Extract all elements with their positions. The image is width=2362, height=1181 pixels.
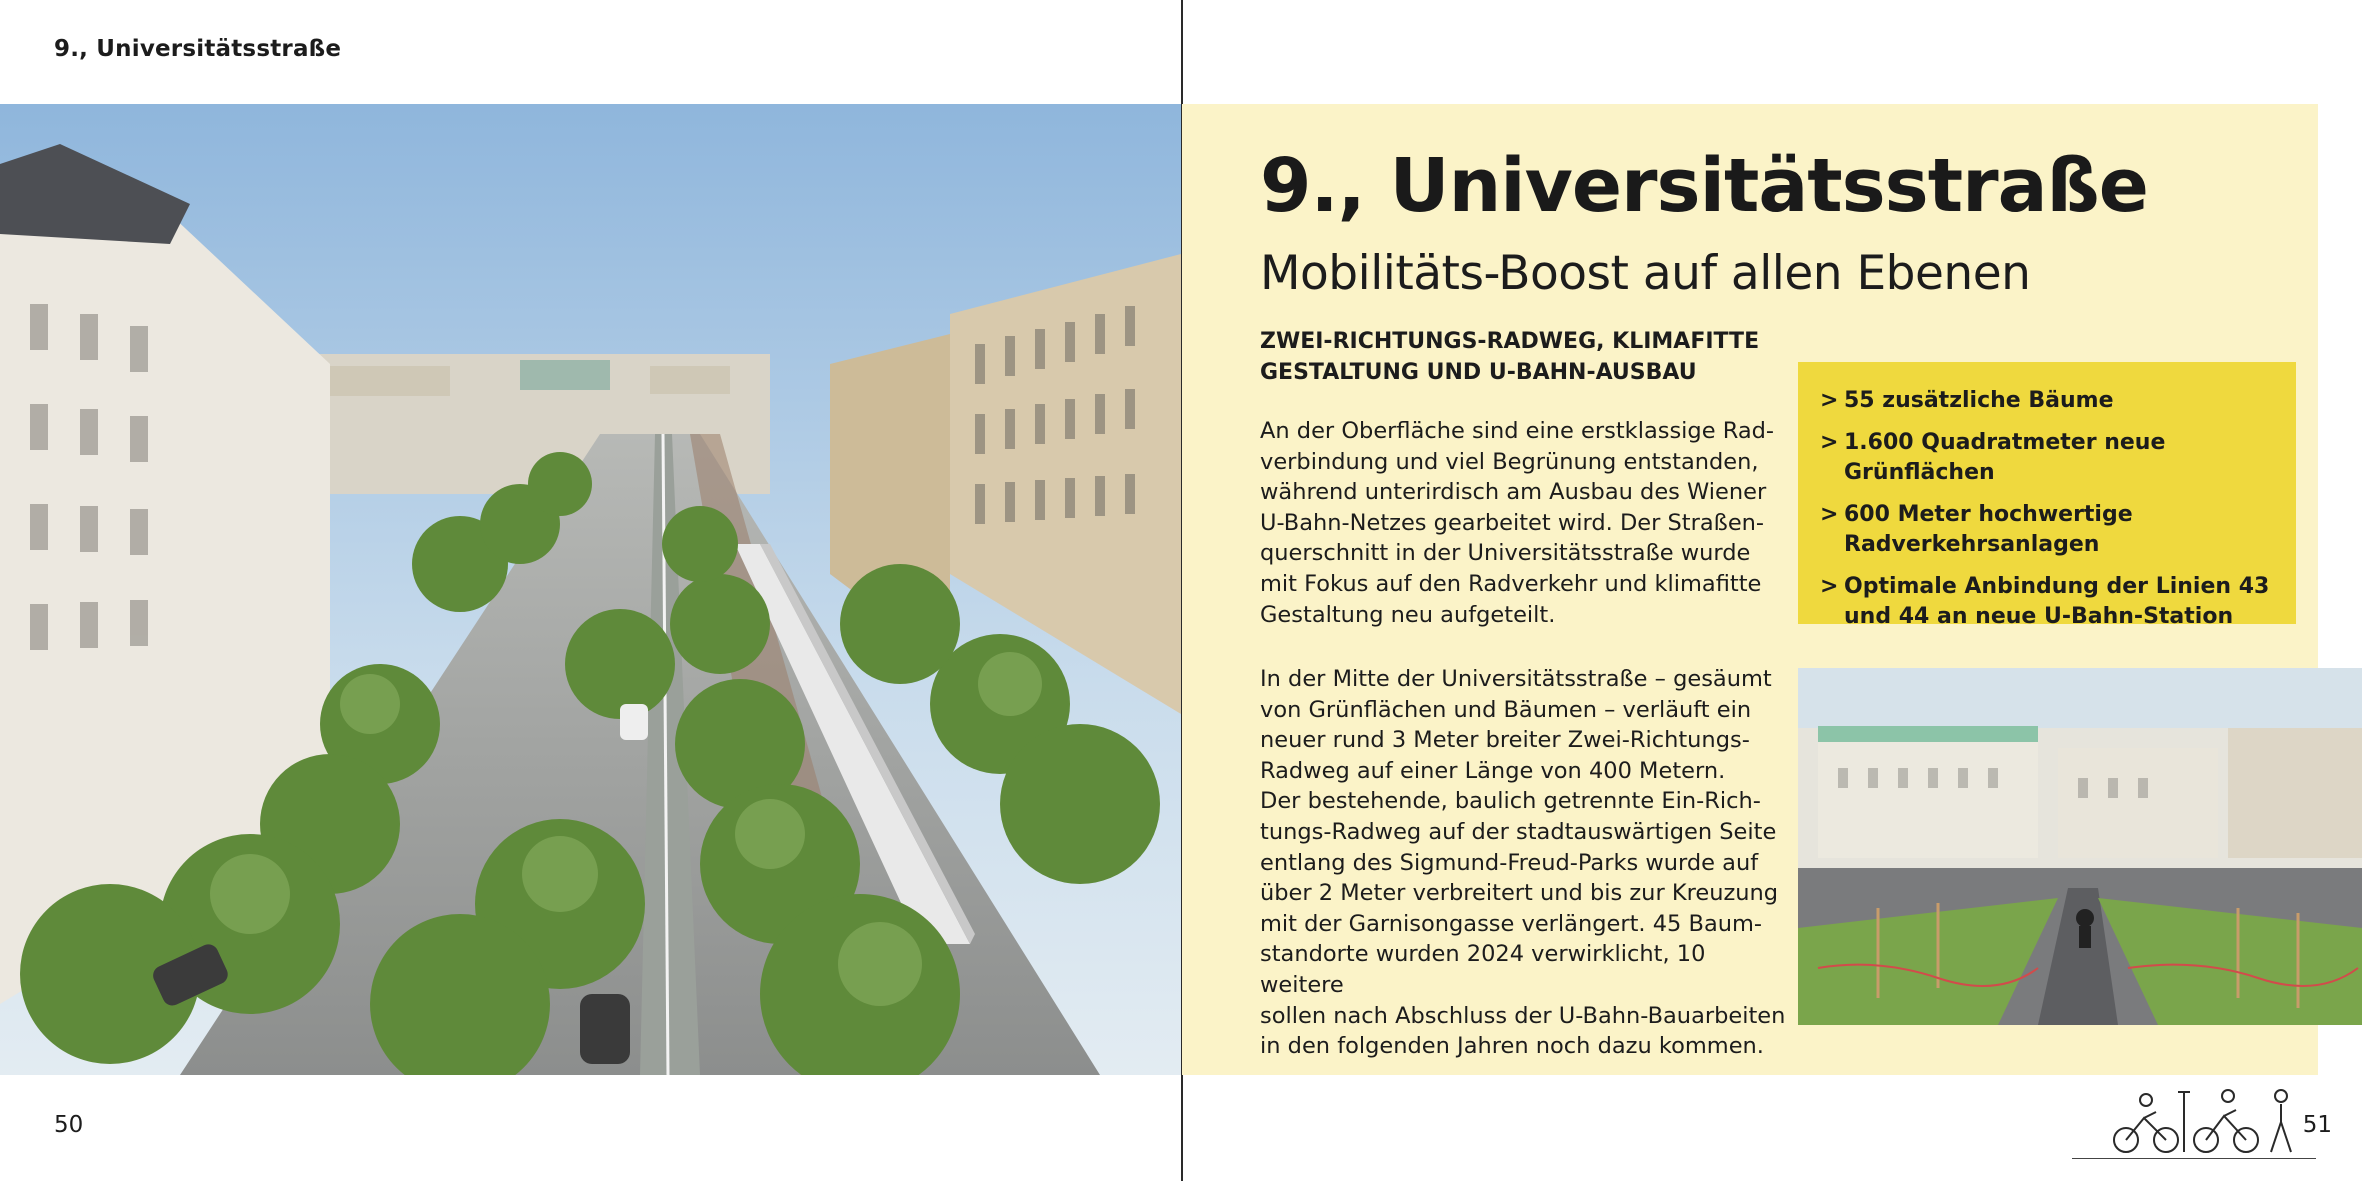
- text-line: tungs-Radweg auf der stadtauswärtigen Seite: [1260, 818, 1777, 845]
- fact-text: 1.600 Quadratmeter neue Grünflächen: [1844, 430, 2166, 485]
- text-line: Der bestehende, baulich getrennte Ein-Rich-: [1260, 788, 1761, 815]
- text-line: An der Oberfläche sind eine erstklassige Rad-: [1260, 418, 1775, 444]
- text-line: verbindung und viel Begrünung entstanden,: [1260, 448, 1759, 475]
- text-line: standorte wurden 2024 verwirklicht, 10 weitere: [1260, 941, 1706, 998]
- text-line: In der Mitte der Universitätsstraße – gesäumt: [1260, 666, 1772, 692]
- fact-text: Radverkehrsanlagen: [1844, 532, 2100, 557]
- article-subtitle: Mobilitäts-Boost auf allen Ebenen: [1260, 246, 2031, 301]
- text-line: neuer rund 3 Meter breiter Zwei-Richtungs-: [1260, 727, 1750, 754]
- page-number-right: 51: [2302, 1112, 2332, 1138]
- facts-box: [1798, 362, 2296, 629]
- text-line: U-Bahn-Netzes gearbeitet wird. Der Straßen-: [1260, 509, 1765, 536]
- fact-text: Optimale Anbindung der Linien 43: [1844, 574, 2270, 599]
- fact-text: 55 zusätzliche Bäume: [1844, 388, 2114, 413]
- fact-item: [1820, 572, 2276, 632]
- fact-text: 600 Meter hochwertige: [1844, 502, 2133, 527]
- article-panel: [1182, 104, 2318, 1075]
- text-line: querschnitt in der Universitätsstraße wurde: [1260, 540, 1751, 567]
- street-visualization-image: [0, 104, 1181, 1075]
- text-line: entlang des Sigmund-Freud-Parks wurde auf: [1260, 849, 1759, 876]
- body-paragraph-1: [1260, 416, 1790, 630]
- text-line: Gestaltung neu aufgeteilt.: [1260, 601, 1556, 628]
- fact-item: [1820, 500, 2276, 560]
- chevron-right-icon: >: [1820, 388, 1839, 413]
- kicker-line: ZWEI-RICHTUNGS-RADWEG, KLIMAFITTE: [1260, 329, 1760, 354]
- text-line: von Grünflächen und Bäumen – verläuft ein: [1260, 696, 1752, 723]
- chevron-right-icon: >: [1820, 430, 1839, 455]
- text-line: während unterirdisch am Ausbau des Wiener: [1260, 479, 1767, 506]
- chevron-right-icon: >: [1820, 574, 1839, 599]
- text-line: Radweg auf einer Länge von 400 Metern.: [1260, 757, 1726, 784]
- kicker-line: GESTALTUNG UND U-BAHN-AUSBAU: [1260, 360, 1697, 385]
- body-paragraph-2: [1260, 664, 1790, 1062]
- chevron-right-icon: >: [1820, 502, 1839, 527]
- text-line: mit Fokus auf den Radverkehr und klimafitte: [1260, 570, 1762, 597]
- fact-item: [1820, 386, 2276, 416]
- fact-text: und 44 an neue U-Bahn-Station: [1844, 604, 2234, 629]
- text-line: über 2 Meter verbreitert und bis zur Kreuzung: [1260, 880, 1779, 907]
- facts-list: [1820, 386, 2276, 632]
- fact-item: [1820, 428, 2276, 488]
- text-line: sollen nach Abschluss der U-Bahn-Bauarbeiten: [1260, 1002, 1786, 1029]
- footer-rule: [2072, 1158, 2316, 1159]
- article-kicker: [1260, 326, 1780, 388]
- right-page: [1182, 0, 2362, 1181]
- running-head: 9., Universitätsstraße: [54, 36, 342, 62]
- text-line: in den folgenden Jahren noch dazu kommen.: [1260, 1033, 1764, 1060]
- page-number-left: 50: [54, 1112, 84, 1138]
- cyclists-illustration-icon: [2096, 1082, 2316, 1158]
- text-line: mit der Garnisongasse verlängert. 45 Baum-: [1260, 910, 1763, 937]
- article-title: 9., Universitätsstraße: [1260, 143, 2148, 229]
- bike-lane-photo: [1798, 668, 2362, 1025]
